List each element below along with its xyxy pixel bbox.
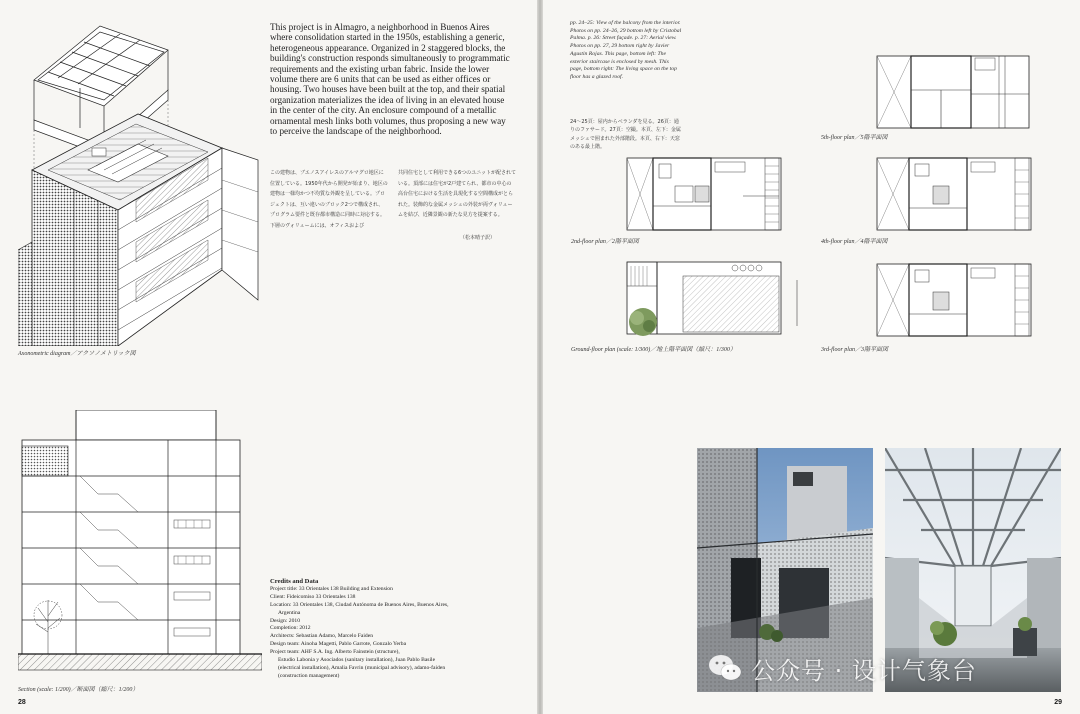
- translator-credit: （松本晴子訳）: [460, 235, 496, 241]
- credits-line: Client: Fideicomiso 33 Orientales 138: [270, 593, 356, 600]
- ground-floor-caption: Ground-floor plan (scale: 1/300)／地上階平面図（縮尺：1/300）: [571, 347, 736, 353]
- credits-line: Estudio Labonia y Asociados (sanitary installation), Juan Pablo Basile: [278, 657, 436, 664]
- credits-title: Credits and Data: [270, 578, 319, 585]
- section-drawing: [18, 410, 262, 682]
- photo-credits-japanese: 24～25頁：屋内からベランダを見る。26頁：通りのファサード。27頁：空撮。本頁、左下：金属メッシュで囲まれた外部階段。本頁、右下：天窓のある最上階。: [570, 119, 681, 151]
- credits-line: Location: 33 Orientales 138, Ciudad Autónoma de Buenos Aires, Buenos Aires,: [270, 601, 449, 608]
- left-page: [0, 0, 537, 714]
- watermark: [707, 648, 977, 688]
- credits-block: [270, 578, 510, 681]
- second-floor-caption: 2nd-floor plan／2階平面図: [571, 239, 639, 245]
- wechat-icon: [707, 652, 743, 684]
- ground-floor-plan: [623, 260, 803, 344]
- section-caption: Section (scale: 1/200)／断面図（縮尺：1/200）: [18, 687, 139, 693]
- page-number-right: 29: [1054, 699, 1062, 706]
- credits-line: Completion: 2012: [270, 625, 311, 632]
- intro-english: This project is in Almagro, a neighborhood in Buenos Aires where consolidation started in the 1950s, establishing a generic, heterogeneous appearance. Organized in 2 staggered blocks, the building's construction responds simultaneously to programmatic requirements and the existing urban fabric. Inside the lower volume there are 6 units that can be used as either offices or housing. Two houses have been built at the top, and their spatial organization materializes the idea of living in an elevated house in the center of the city. An enclosure compound of a metallic ornamental mesh links both volumes, thus proposing a new way to perceive the landscape of the neighborhood.: [270, 22, 510, 137]
- credits-line: Architects: Sebastian Adamo, Marcelo Faiden: [270, 633, 373, 640]
- right-page: [543, 0, 1080, 714]
- fifth-floor-caption: 5th-floor plan／5階平面図: [821, 135, 888, 141]
- fourth-floor-plan: [875, 156, 1035, 234]
- credits-line: (construction management): [278, 672, 340, 679]
- photo-credits-english: pp. 24–25: View of the balcony from the interior. Photos on pp. 24–26, 29 bottom left by Cristobal Palma. p. 26: Street façade. p. 27: Aerial view. Photos on pp. 27, 29 bottom right by Javier Agustin Rojas. This page, bottom left: The exterior staircase is enclosed by mesh. This page, bottom right: The living space on the top floor has a glazed roof.: [570, 20, 682, 80]
- intro-japanese-col1: この建物は、ブエノスアイレスのアルマグロ地区に位置している。1950年代から開発が始まり、地区の建物は一様均かつ不均質な外観を呈している。プロジェクトは、互い違いのブロック2つで構成され、プログラム要件と既存都市構造に同時に対応する。下層のヴォリュームには、オフィスおよび: [270, 170, 388, 229]
- credits-line: Project title: 33 Orientales 138 Building and Extension: [270, 585, 393, 592]
- fourth-floor-caption: 4th-floor plan／4階平面図: [821, 239, 888, 245]
- watermark-text: 公众号 · 设计气象台: [751, 656, 977, 685]
- third-floor-plan: [875, 262, 1035, 340]
- credits-line: Argentina: [278, 609, 301, 616]
- page-number-left: 28: [18, 699, 26, 706]
- credits-line: Project team: AHF S.A. Ing. Alberto Fainstein (structure),: [270, 649, 400, 656]
- second-floor-plan: [625, 156, 785, 234]
- fifth-floor-plan: [875, 54, 1033, 130]
- intro-japanese-col2: 共同住宅として利用できる6つのユニットが配されている。頂部には住宅が2戸建てられ、都市の中心の高台住宅における生活を具現化する空間構成がとられた。装飾的な金属メッシュの外装が両ヴォリュームを結び、近隣景観の新たな見方を提案する。: [398, 170, 516, 219]
- credits-line: Design team: Ainoha Magetti, Pablo Garrote, Gonzalo Yerba: [270, 641, 407, 648]
- credits-line: (electrical installation), Amalia Favrin (municipal advisory), adamo-faiden: [278, 664, 446, 671]
- third-floor-caption: 3rd-floor plan／3階平面図: [821, 347, 888, 353]
- credits-line: Design: 2010: [270, 617, 300, 624]
- axonometric-diagram: [18, 20, 264, 346]
- axonometric-caption: Axonometric diagram／アクソノメトリック図: [18, 351, 136, 357]
